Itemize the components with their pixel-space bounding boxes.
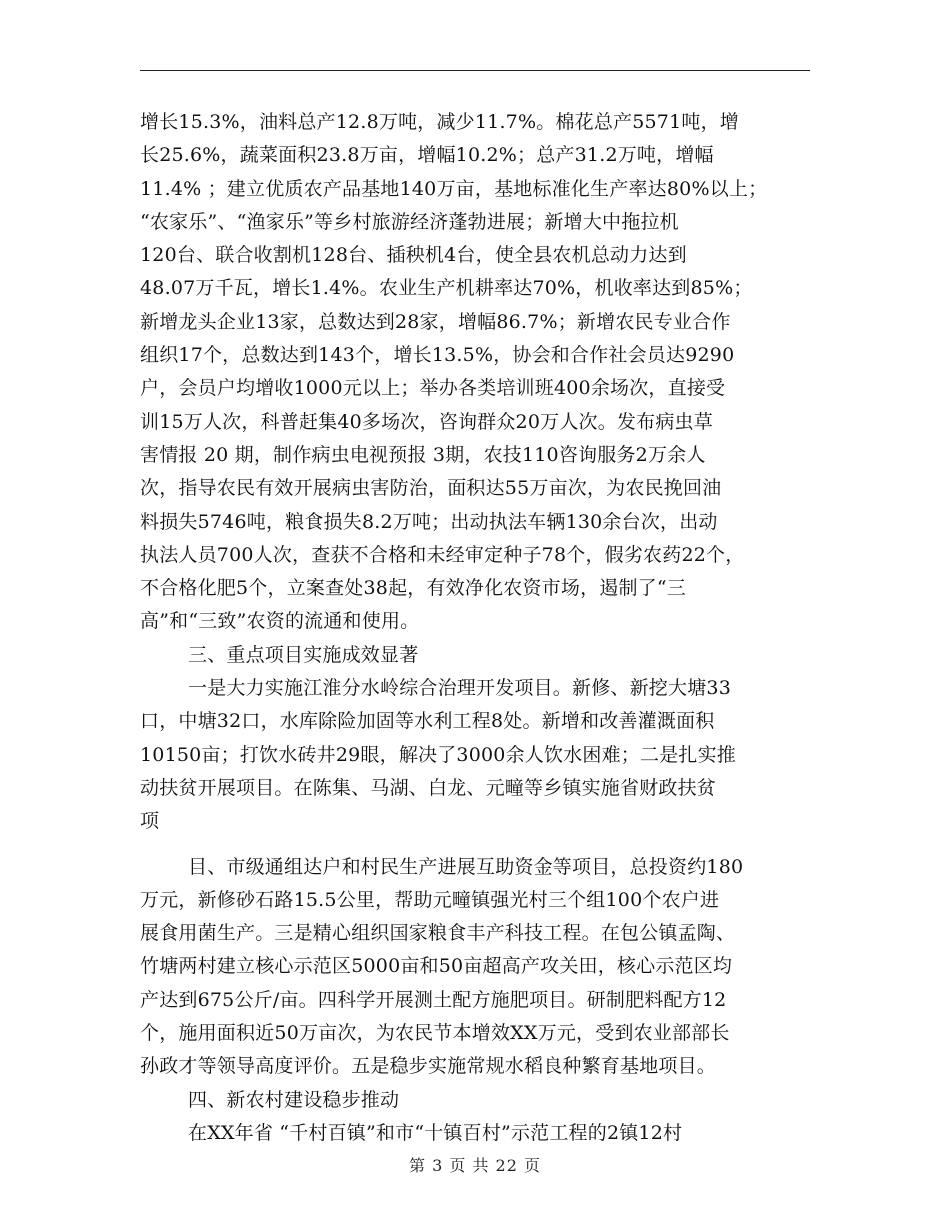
text-line: 组织17个，总数达到143个，增长13.5%，协会和合作社会员达9290: [140, 344, 735, 367]
page-number-footer: 第 3 页 共 22 页: [409, 1156, 541, 1175]
paragraph-new-countryside: [140, 1117, 820, 1150]
text-line: 孙政才等领导高度评价。五是稳步实施常规水稻良种繁育基地项目。: [140, 1055, 717, 1078]
header-rule: [140, 70, 810, 71]
paragraph-agriculture-stats: [140, 106, 820, 639]
text-line: 动扶贫开展项目。在陈集、马湖、白龙、元疃等乡镇实施省财政扶贫: [140, 776, 717, 799]
text-line: 11.4% ；建立优质农产品基地140万亩，基地标准化生产率达80%以上；: [140, 177, 768, 200]
text-line: 目、市级通组达户和村民生产进展互助资金等项目，总投资约180: [188, 855, 744, 878]
text-line: 在XX年省 “千村百镇”和市“十镇百村”示范工程的2镇12村: [188, 1121, 683, 1144]
text-line: “农家乐”、“渔家乐”等乡村旅游经济蓬勃进展；新增大中拖拉机: [140, 210, 679, 233]
text-line: 一是大力实施江淮分水岭综合治理开发项目。新修、新挖大塘33: [188, 677, 731, 700]
section-heading-key-projects: 三、重点项目实施成效显著: [188, 643, 419, 666]
text-line: 执法人员700人次，查获不合格和未经审定种子78个，假劣农药22个，: [140, 543, 745, 566]
text-line: 长25.6%，蔬菜面积23.8万亩，增幅10.2%；总产31.2万吨，增幅: [140, 144, 714, 167]
paragraph-gap: [140, 839, 820, 851]
text-line: 害情报 20 期，制作病虫电视预报 3期，农技110咨询服务2万余人: [140, 443, 706, 466]
section-heading-new-countryside: 四、新农村建设稳步推动: [188, 1088, 400, 1111]
text-line: 万元，新修砂石路15.5公里，帮助元疃镇强光村三个组100个农户进: [140, 888, 720, 911]
text-line: 口，中塘32口，水库除险加固等水利工程8处。新增和改善灌溉面积: [140, 710, 715, 733]
text-line: 10150亩；打饮水砖井29眼，解决了3000余人饮水困难；二是扎实推: [140, 743, 736, 766]
text-line: 新增龙头企业13家，总数达到28家，增幅86.7%；新增农民专业合作: [140, 310, 731, 333]
text-line: 增长15.3%，油料总产12.8万吨，减少11.7%。棉花总产5571吨，增: [140, 111, 739, 133]
text-line: 48.07万千瓦，增长1.4%。农业生产机耕率达70%，机收率达到85%；: [140, 277, 753, 300]
text-line: 项: [140, 810, 160, 833]
text-line: 120台、联合收割机128台、插秧机4台，使全县农机总动力达到: [140, 244, 687, 267]
text-line: 户，会员户均增收1000元以上；举办各类培训班400余场次，直接受: [140, 377, 726, 400]
text-line: 料损失5746吨，粮食损失8.2万吨；出动执法车辆130余台次，出动: [140, 510, 718, 533]
text-line: 产达到675公斤/亩。四科学开展测土配方施肥项目。研制肥料配方12: [140, 988, 727, 1011]
paragraph-key-projects: [140, 672, 820, 838]
text-line: 展食用菌生产。三是精心组织国家粮食丰产科技工程。在包公镇孟陶、: [140, 922, 736, 945]
paragraph-projects-continued: [140, 851, 820, 1084]
document-body: [140, 106, 820, 1150]
text-line: 不合格化肥5个，立案查处38起，有效净化农资市场，遏制了“三: [140, 577, 686, 600]
text-line: 次，指导农民有效开展病虫害防治，面积达55万亩次，为农民挽回油: [140, 477, 722, 500]
text-line: 个，施用面积近50万亩次，为农民节本增效XX万元，受到农业部部长: [140, 1022, 730, 1045]
text-line: 训15万人次，科普赶集40多场次，咨询群众20万人次。发布病虫草: [140, 410, 713, 433]
text-line: 高”和“三致”农资的流通和使用。: [140, 610, 420, 633]
text-line: 竹塘两村建立核心示范区5000亩和50亩超高产攻关田，核心示范区均: [140, 955, 733, 978]
